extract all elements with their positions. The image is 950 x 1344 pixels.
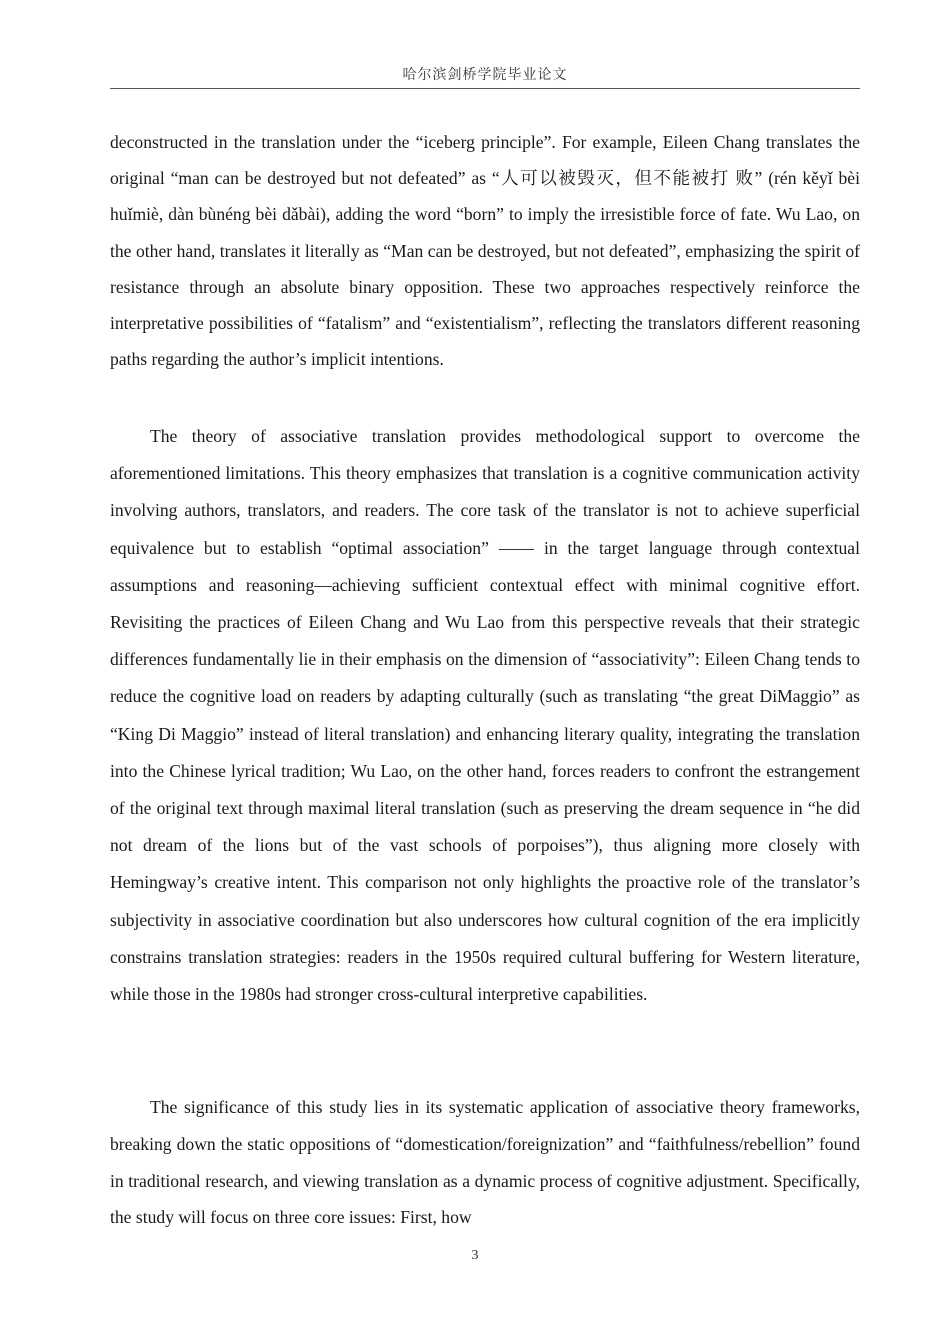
page-number: 3 [471, 1248, 479, 1263]
body-paragraph-2: The theory of associative translation provides methodological support to overcome the aforementioned limitations. This theory emphasizes that translation is a cognitive communication activity involving authors, translators, and readers. The core task of the translator is not to achieve superficial equivalence but to establish “optimal association” —— in the target language through contextual assumptions and reasoning—achieving sufficient contextual effect with minimal cognitive effort. Revisiting the practices of Eileen Chang and Wu Lao from this perspective reveals that their strategic differences fundamentally lie in their emphasis on the dimension of “associativity”: Eileen Chang tends to reduce the cognitive load on readers by adapting culturally (such as translating “the great DiMaggio” as “King Di Maggio” instead of literal translation) and enhancing literary quality, integrating the translation into the Chinese lyrical tradition; Wu Lao, on the other hand, forces readers to confront the estrangement of the original text through maximal literal translation (such as preserving the dream sequence in “he did not dream of the lions but of the vast schools of porpoises”), thus aligning more closely with Hemingway’s creative intent. This comparison not only highlights the proactive role of the translator’s subjectivity in associative coordination but also underscores how cultural cognition of the era implicitly constrains translation strategies: readers in the 1950s required cultural buffering for Western literature, while those in the 1980s had stronger cross-cultural interpretive capabilities. [110, 426, 860, 1005]
body-paragraph-1: deconstructed in the translation under the “iceberg principle”. For example, Eileen Chang translates the original “man can be destroyed but not defeated” as “人可以被毁灭，但不能被打 败” (rén kěyǐ bèi huǐmiè, dàn bùnéng bèi dǎbài), adding the word “born” to imply the irresistible force of fate. Wu Lao, on the other hand, translates it literally as “Man can be destroyed, but not defeated”, emphasizing the spirit of resistance through an absolute binary opposition. These two approaches respectively reinforce the interpretative possibilities of “fatalism” and “existentialism”, reflecting the translators different reasoning paths regarding the author’s implicit intentions. [110, 132, 860, 370]
header-rule [110, 88, 860, 89]
body-paragraph-3: The significance of this study lies in its systematic application of associative theory frameworks, breaking down the static oppositions of “domestication/foreignization” and “faithfulness/rebellion” found in traditional research, and viewing translation as a dynamic process of cognitive adjustment. Specifically, the study will focus on three core issues: First, how [110, 1097, 860, 1228]
running-header: 哈尔滨剑桥学院毕业论文 [402, 68, 568, 83]
